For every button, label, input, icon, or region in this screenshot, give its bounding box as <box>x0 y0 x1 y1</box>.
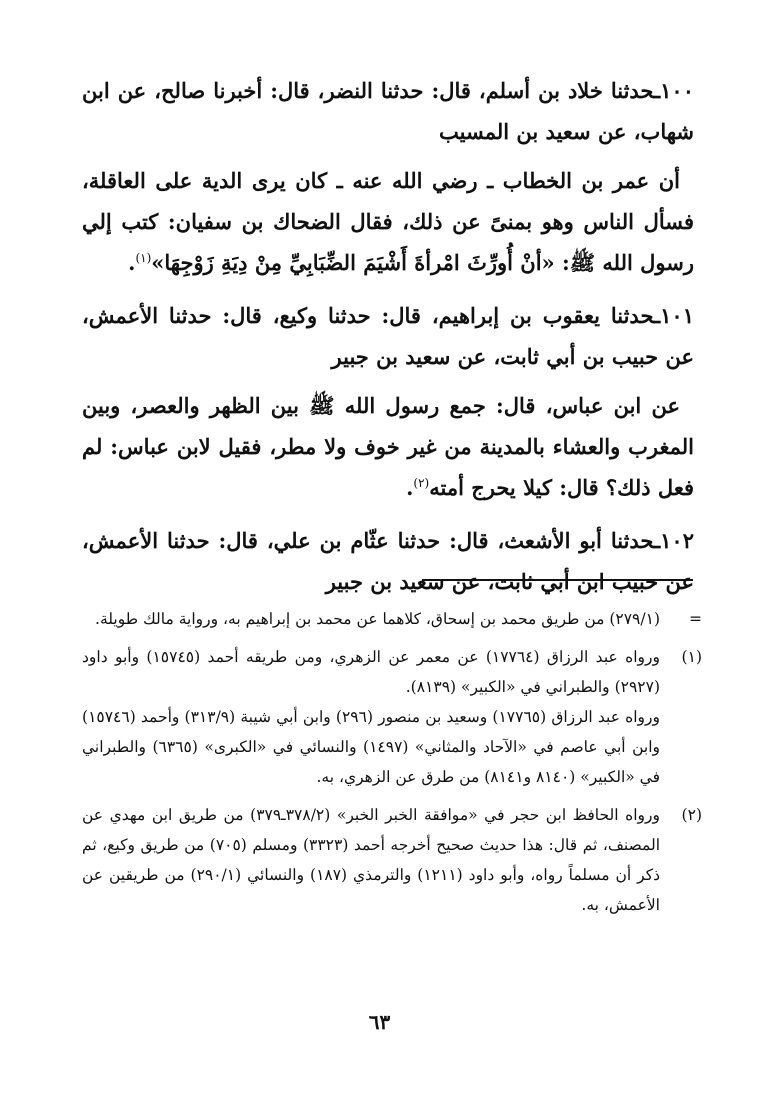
footnote-paragraph: ورواه الحافظ ابن حجر في «موافقة الخبر الخبر» (٣٧٨/٢ـ٣٧٩) من طريق ابن مهدي عن المصنف، ثم قال: هذا حديث صحيح أخرجه أحمد (٣٣٢٣) ومسلم (٧٠٥) من طريق وكيع، ثم ذكر أن مسلماً رواه، وأبو داود (١٢١١) والترمذي (١٨٧) والنسائي (٢٩٠/١) من طريقين عن الأعمش، به. <box>82 806 661 914</box>
footnote-paragraph: ورواه عبد الرزاق (١٧٧٦٤) عن معمر عن الزهري، ومن طريقه أحمد (١٥٧٤٥) وأبو داود (٢٩٢٧) والطبراني في «الكبير» (٨١٣٩). <box>82 648 660 696</box>
footnote-mark: = <box>689 610 702 628</box>
matn-text: عن ابن عباس، قال: جمع رسول الله ﷺ بين الظهر والعصر، وبين المغرب والعشاء بالمدينة من غير خوف ولا مطر، فقيل لابن عباس: لم فعل ذلك؟ قال: كيلا يحرج أمته <box>82 393 694 500</box>
footnote-1 <box>82 642 702 792</box>
footnote-body <box>82 800 660 920</box>
matn-end: . <box>406 475 414 500</box>
hadith-number: ١٠٢ـ <box>654 528 694 553</box>
page-number: ٦٣ <box>368 1010 391 1034</box>
hadith-101-matn <box>82 385 694 508</box>
main-text <box>82 70 694 610</box>
footnote-paragraph: ورواه عبد الرزاق (١٧٧٦٥) وسعيد بن منصور (٢٩٦) وابن أبي شيبة (٣١٣/٩) وأحمد (١٥٧٤٦) وابن أبي عاصم في «الآحاد والمثاني» (١٤٩٧) والنسائي في «الكبرى» (٦٣٦٥) والطبراني في «الكبير» (٨١٤٠ و٨١٤١) من طرق عن الزهري، به. <box>82 708 660 786</box>
footnote-body <box>82 604 660 634</box>
footnote-2 <box>82 800 702 920</box>
footnote-divider <box>422 579 693 581</box>
footnote-ref[interactable]: (٢) <box>413 476 430 490</box>
footnote-paragraph: (٢٧٩/١) من طريق محمد بن إسحاق، كلاهما عن محمد بن إبراهيم به، ورواية مالك طويلة. <box>95 610 660 628</box>
hadith-100-matn <box>82 160 694 283</box>
hadith-102-isnad <box>82 520 694 602</box>
isnad-text: حدثنا خلاد بن أسلم، قال: حدثنا النضر، قال: أخبرنا صالح، عن ابن شهاب، عن سعيد بن المسيب <box>82 78 694 144</box>
footnote-mark: (١) <box>681 648 702 666</box>
hadith-101-isnad <box>82 295 694 377</box>
footnote-mark: (٢) <box>681 806 702 824</box>
matn-end: . <box>128 250 136 275</box>
footnote-body <box>82 642 660 792</box>
footnotes <box>82 604 702 928</box>
hadith-number: ١٠٠ـ <box>654 78 694 103</box>
footnote-continued <box>82 604 702 634</box>
hadith-100-isnad <box>82 70 694 152</box>
hadith-number: ١٠١ـ <box>654 303 694 328</box>
footnote-ref[interactable]: (١) <box>135 251 152 265</box>
isnad-text: حدثنا يعقوب بن إبراهيم، قال: حدثنا وكيع، قال: حدثنا الأعمش، عن حبيب بن أبي ثابت، عن سعيد بن جبير <box>82 303 694 369</box>
matn-text: أن عمر بن الخطاب ـ رضي الله عنه ـ كان يرى الدية على العاقلة، فسأل الناس وهو بمنىً عن ذلك، فقال الضحاك بن سفيان: كتب إلي رسول الله ﷺ: «أنْ أُورِّثَ امْرأةَ أَشْيَمَ الضِّبَابِيِّ مِنْ دِيَةِ زَوْجِهَا» <box>82 168 694 275</box>
isnad-text: حدثنا أبو الأشعث، قال: حدثنا عثّام بن علي، قال: حدثنا الأعمش، عن حبيب ابن أبي ثابت، عن سعيد بن جبير <box>82 528 694 594</box>
